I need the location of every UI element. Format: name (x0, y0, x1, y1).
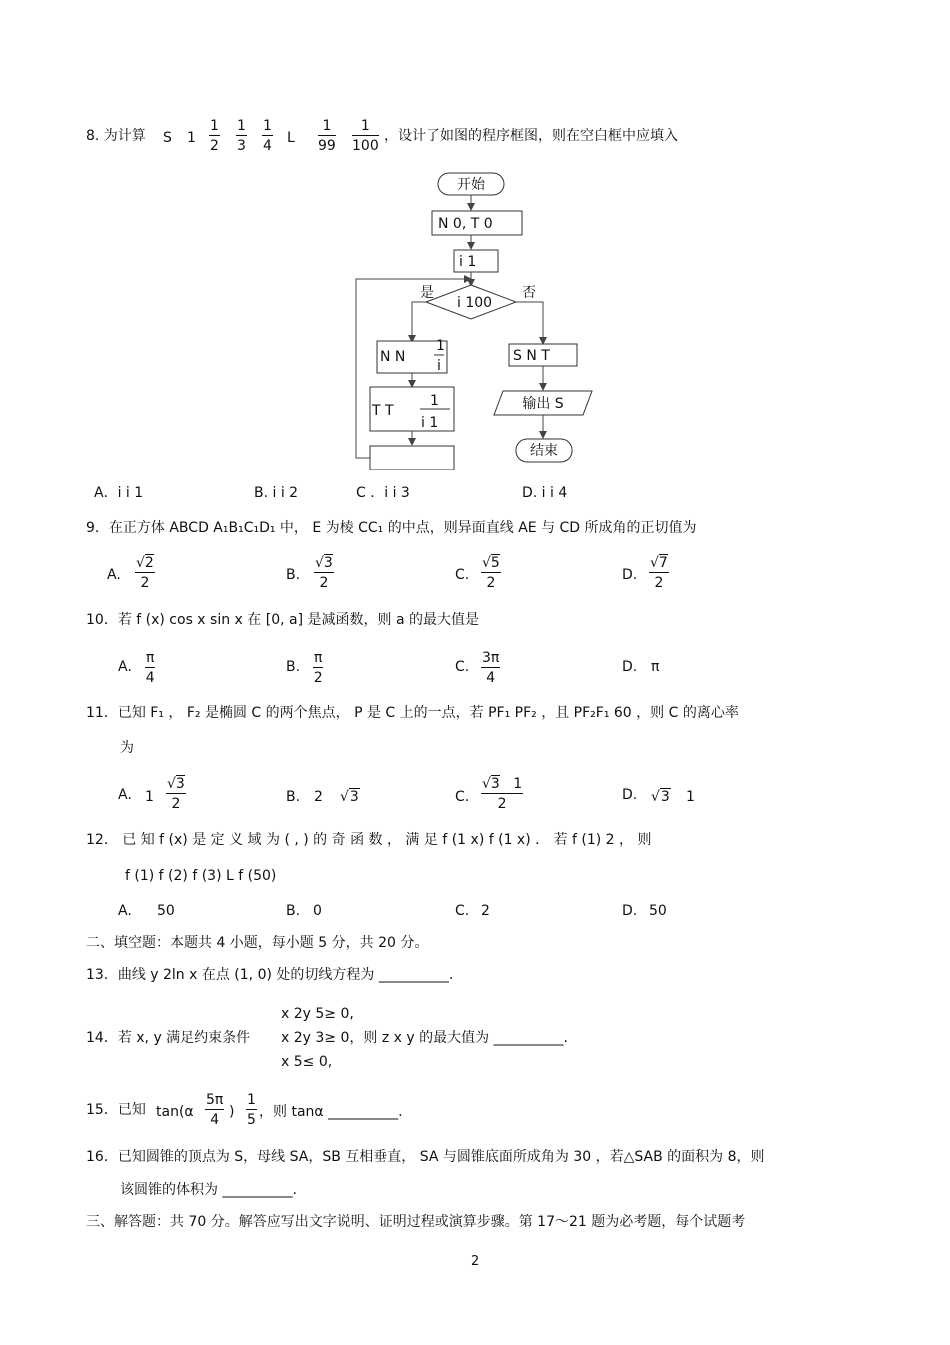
flow-condition-label: i 100 (457, 295, 493, 311)
q8-frac-1-100: $\frac{1}{100}$ (352, 118, 379, 154)
q10-stem: 10．若 f (x) cos x sin x 在 [0, a] 是减函数，则 a 的最大值是 (86, 612, 479, 628)
q11-stem-line2: 为 (120, 740, 134, 756)
q12-stem-line1: 12． 已 知 f (x) 是 定 义 域 为 ( , ) 的 奇 函 数 ， 满 足 f (1 x) f (1 x) ． 若 f (1) 2 ， 则 (86, 832, 652, 848)
q12-option-b: 0 (313, 903, 322, 919)
q11-option-a-frac: $\frac{√3}{2}$ (167, 776, 185, 812)
flow-t-frac-den: i 1 (421, 415, 439, 431)
q9-label-b: B. (286, 567, 301, 583)
q9-label-d: D. (622, 567, 638, 583)
flow-s-calc-label: S N T (513, 348, 550, 364)
q14-constraint-1: x 2y 5≥ 0, (281, 1006, 354, 1022)
q8-stem-suffix: ，设计了如图的程序框图，则在空白框中应填入 (384, 128, 678, 144)
q8-frac-1-2: $\frac{1}{2}$ (210, 118, 219, 154)
q10-label-b: B. (286, 659, 301, 675)
q8-frac-1-3: $\frac{1}{3}$ (237, 118, 246, 154)
q14-constraint-2: x 2y 3≥ 0，则 z x y 的最大值为 __________. (281, 1030, 568, 1046)
q11-stem-line1: 11．已知 F₁ ， F₂ 是椭圆 C 的两个焦点， P 是 C 上的一点，若 PF₁ PF₂ ，且 PF₂F₁ 60 ，则 C 的离心率 (86, 705, 739, 721)
q15-close: ) (229, 1104, 235, 1120)
q16-line1: 16．已知圆锥的顶点为 S，母线 SA，SB 互相垂直， SA 与圆锥底面所成角为 30 ，若△SAB 的面积为 8，则 (86, 1149, 765, 1165)
flow-output-label: 输出 S (522, 396, 564, 412)
q8-S: S (163, 130, 172, 146)
q9-option-b: $\frac{√3}{2}$ (315, 555, 333, 591)
q9-option-d: $\frac{√7}{2}$ (650, 555, 668, 591)
q8-option-c: C ．i i 3 (356, 485, 410, 501)
q15-frac-1-5: $\frac{1}{5}$ (247, 1092, 256, 1128)
flow-i-init-label: i 1 (459, 254, 477, 270)
q10-option-b: $\frac{\pi}{2}$ (313, 650, 323, 686)
flow-end-label: 结束 (530, 443, 558, 459)
flow-n-update-label: N N (380, 349, 406, 365)
q9-label-c: C. (455, 567, 470, 583)
flow-start-label: 开始 (457, 177, 485, 193)
q8-option-a: A．i i 1 (94, 485, 144, 501)
q15-tan: tan(α (156, 1104, 194, 1120)
page-number: 2 (471, 1254, 480, 1269)
flow-t-update-label: T T (372, 403, 394, 419)
q8-frac-1-99: $\frac{1}{99}$ (318, 118, 336, 154)
q10-label-d: D. (622, 659, 638, 675)
q12-label-c: C. (455, 903, 470, 919)
q8-ellipsis: L (287, 130, 295, 146)
q10-label-c: C. (455, 659, 470, 675)
q14-lead: 14．若 x, y 满足约束条件 (86, 1030, 251, 1046)
q11-d-post: 1 (686, 789, 695, 805)
flow-t-frac-num: 1 (430, 393, 439, 409)
q8-frac-1-4: $\frac{1}{4}$ (263, 118, 272, 154)
q8-option-b: B. i i 2 (254, 485, 299, 501)
q11-label-c: C. (455, 789, 470, 805)
q11-label-a: A. (118, 787, 132, 803)
q9-option-c: $\frac{√5}{2}$ (482, 555, 500, 591)
q8-one: 1 (187, 130, 196, 146)
q12-label-d: D. (622, 903, 638, 919)
section-2-heading: 二、填空题：本题共 4 小题，每小题 5 分，共 20 分。 (86, 935, 429, 951)
q9-label-a: A. (107, 567, 121, 583)
q15-tail: ，则 tanα __________. (259, 1104, 403, 1120)
q12-stem-line2: f (1) f (2) f (3) L f (50) (125, 868, 277, 884)
q10-option-d: π (651, 659, 660, 675)
q11-a-pre: 1 (145, 789, 154, 805)
flow-yes-label: 是 (420, 285, 434, 301)
q11-label-b: B. (286, 789, 301, 805)
q11-option-c-frac: $\frac{√3 1}{2}$ (482, 776, 523, 812)
q9-stem: 9．在正方体 ABCD A₁B₁C₁D₁ 中， E 为棱 CC₁ 的中点，则异面直线 AE 与 CD 所成角的正切值为 (86, 520, 697, 536)
q11-option-b-root: √3 (340, 789, 359, 805)
flow-blank-box (370, 446, 454, 470)
section-3-heading: 三、解答题：共 70 分。解答应写出文字说明、证明过程或演算步骤。第 17～21 题为必考题，每个试题考 (86, 1214, 746, 1230)
q13-stem: 13．曲线 y 2ln x 在点 (1, 0) 处的切线方程为 __________. (86, 967, 454, 983)
q8-option-d: D. i i 4 (522, 485, 568, 501)
q12-label-b: B. (286, 903, 301, 919)
q11-option-d-root: √3 (651, 789, 670, 805)
q8-number: 8. 为计算 (86, 128, 146, 144)
q10-option-c: $\frac{3\pi}{4}$ (482, 650, 500, 686)
flowchart (340, 165, 610, 470)
q12-label-a: A. (118, 903, 132, 919)
q9-option-a: $\frac{√2}{2}$ (136, 555, 154, 591)
q12-option-d: 50 (649, 903, 667, 919)
flow-n-frac-num: 1 (436, 338, 445, 354)
q15-frac-5pi-4: $\frac{5\pi}{4}$ (206, 1092, 224, 1128)
flow-init-label: N 0, T 0 (438, 216, 493, 232)
q15-lead: 15．已知 (86, 1102, 146, 1118)
q12-option-c: 2 (481, 903, 490, 919)
q14-constraint-3: x 5≤ 0, (281, 1054, 333, 1070)
q11-label-d: D. (622, 787, 638, 803)
q11-b-pre: 2 (314, 789, 323, 805)
q10-label-a: A. (118, 659, 132, 675)
q12-option-a: 50 (157, 903, 175, 919)
q16-line2: 该圆锥的体积为 __________. (120, 1182, 297, 1198)
q10-option-a: $\frac{\pi}{4}$ (145, 650, 155, 686)
flow-no-label: 否 (522, 285, 536, 301)
flow-n-frac-den: i (437, 358, 441, 374)
